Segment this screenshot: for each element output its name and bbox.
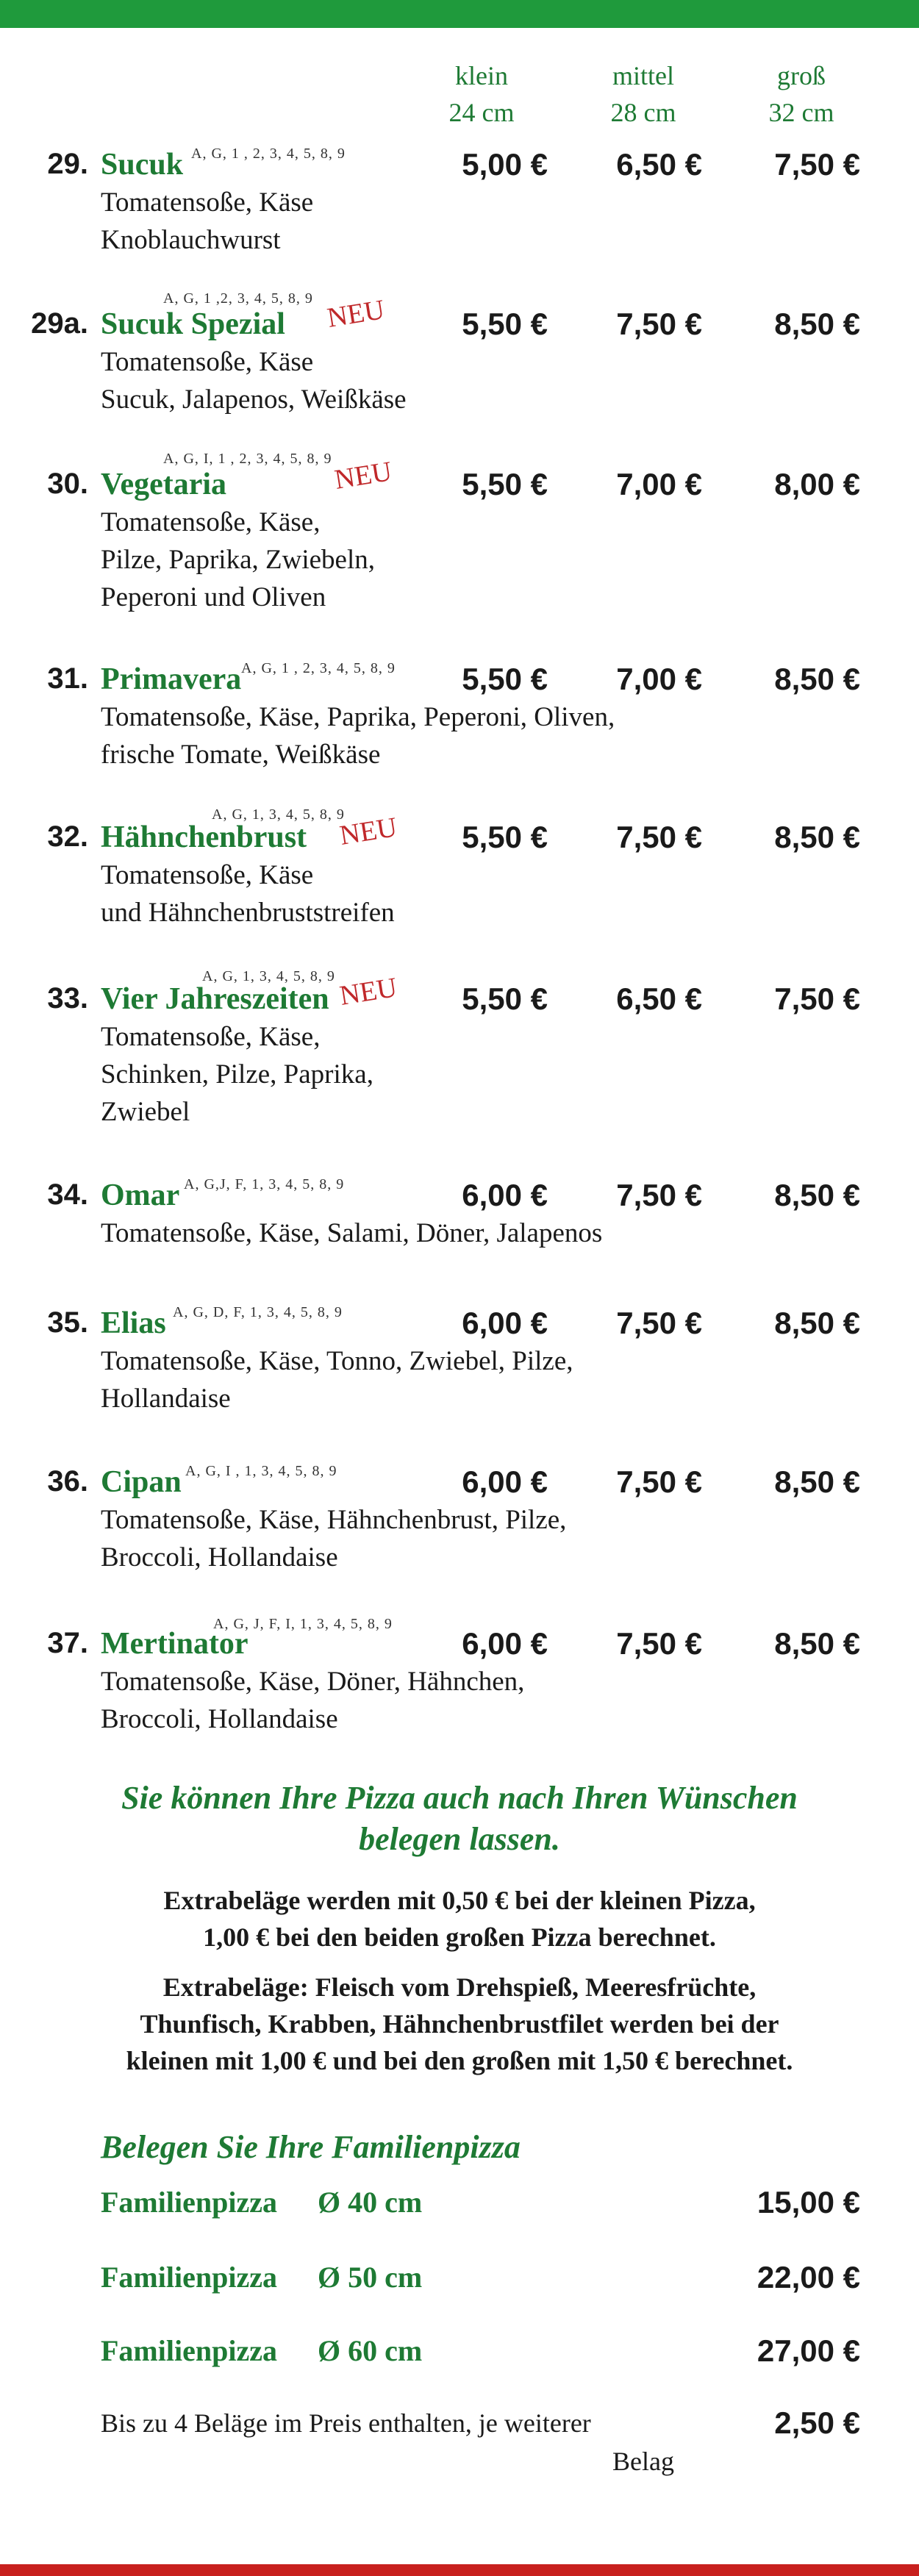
- price-gross: 8,50 €: [774, 1178, 860, 1212]
- description-line: Tomatensoße, Käse: [101, 347, 314, 377]
- description-line: Tomatensoße, Käse, Paprika, Peperoni, Oliven,: [101, 702, 615, 732]
- note-line: Extrabeläge: Fleisch vom Drehspieß, Meeresfrüchte,: [162, 1972, 757, 2002]
- family-pizza-row: [0, 2330, 919, 2372]
- item-name: Hähnchenbrust: [101, 820, 307, 854]
- description-line: Tomatensoße, Käse, Salami, Döner, Jalapenos: [101, 1218, 603, 1248]
- item-allergens: A, G, 1 , 2, 3, 4, 5, 8, 9: [191, 146, 346, 162]
- description-line: Hollandaise: [101, 1384, 231, 1414]
- description-line: Tomatensoße, Käse, Döner, Hähnchen,: [101, 1667, 525, 1697]
- item-name: Omar: [101, 1178, 180, 1212]
- price-mittel: 6,50 €: [616, 147, 702, 182]
- price-gross: 8,00 €: [774, 467, 860, 501]
- item-number: 34.: [47, 1178, 88, 1211]
- item-name: Sucuk Spezial: [101, 307, 285, 341]
- item-allergens: A, G, 1 , 2, 3, 4, 5, 8, 9: [241, 660, 396, 676]
- size-label: klein: [455, 61, 508, 90]
- description-line: Schinken, Pilze, Paprika,: [101, 1059, 373, 1090]
- family-pizza-row: [0, 2257, 919, 2298]
- size-label: mittel: [612, 61, 674, 90]
- bottom-red-bar: [0, 2564, 919, 2576]
- item-allergens: A, G, 1, 3, 4, 5, 8, 9: [202, 968, 335, 984]
- family-pizza-size: Ø 50 cm: [318, 2261, 423, 2294]
- item-description: [101, 1501, 566, 1576]
- item-description: [101, 1342, 573, 1417]
- description-line: Tomatensoße, Käse,: [101, 507, 321, 537]
- note-line: Belag: [612, 2447, 674, 2476]
- family-pizza-price: 22,00 €: [757, 2260, 860, 2294]
- family-pizza-label: Familienpizza: [101, 2334, 277, 2367]
- family-pizza-heading: Belegen Sie Ihre Familienpizza: [101, 2129, 521, 2165]
- price-gross: 8,50 €: [774, 662, 860, 696]
- family-pizza-price: 27,00 €: [757, 2333, 860, 2368]
- price-mittel: 6,50 €: [616, 981, 702, 1016]
- price-gross: 7,50 €: [774, 147, 860, 182]
- item-description: [101, 856, 395, 931]
- price-klein: 5,50 €: [462, 981, 548, 1016]
- price-gross: 8,50 €: [774, 1626, 860, 1661]
- description-line: und Hähnchenbruststreifen: [101, 898, 395, 928]
- item-description: [101, 343, 407, 418]
- item-name: Elias: [101, 1306, 166, 1340]
- new-badge: NEU: [332, 456, 394, 495]
- item-number: 31.: [47, 662, 88, 695]
- family-pizza-row: [0, 2182, 919, 2223]
- price-klein: 6,00 €: [462, 1626, 548, 1661]
- price-klein: 5,00 €: [462, 147, 548, 182]
- item-number: 30.: [47, 468, 88, 500]
- item-allergens: A, G, D, F, 1, 3, 4, 5, 8, 9: [173, 1304, 343, 1320]
- new-badge: NEU: [337, 812, 399, 851]
- family-pizza-label: Familienpizza: [101, 2186, 277, 2219]
- item-number: 33.: [47, 982, 88, 1015]
- item-allergens: A, G, I, 1 , 2, 3, 4, 5, 8, 9: [163, 451, 332, 467]
- item-name: Vegetaria: [101, 468, 227, 501]
- item-allergens: A, G,J, F, 1, 3, 4, 5, 8, 9: [184, 1176, 345, 1192]
- item-description: [101, 1214, 602, 1252]
- note-line: Bis zu 4 Beläge im Preis enthalten, je weiterer: [101, 2408, 591, 2438]
- price-klein: 5,50 €: [462, 820, 548, 854]
- description-line: Zwiebel: [101, 1097, 190, 1127]
- price-gross: 8,50 €: [774, 820, 860, 854]
- item-name: Mertinator: [101, 1627, 248, 1661]
- item-allergens: A, G, 1, 3, 4, 5, 8, 9: [212, 806, 345, 823]
- item-description: [101, 1663, 524, 1738]
- size-diameter: 24 cm: [448, 98, 515, 127]
- extra-topping-price: 2,50 €: [774, 2405, 860, 2440]
- size-diameter: 28 cm: [610, 98, 676, 127]
- size-label: groß: [777, 61, 826, 90]
- note-line: Extrabeläge werden mit 0,50 € bei der kleinen Pizza,: [163, 1886, 756, 1915]
- price-klein: 6,00 €: [462, 1178, 548, 1212]
- item-number: 32.: [47, 820, 88, 853]
- price-gross: 8,50 €: [774, 1306, 860, 1340]
- description-line: Pilze, Paprika, Zwiebeln,: [101, 545, 375, 575]
- price-mittel: 7,00 €: [616, 662, 702, 696]
- item-allergens: A, G, J, F, I, 1, 3, 4, 5, 8, 9: [213, 1616, 393, 1632]
- price-mittel: 7,50 €: [616, 1178, 702, 1212]
- item-number: 29.: [47, 148, 88, 180]
- family-pizza-price: 15,00 €: [757, 2185, 860, 2219]
- item-name: Primavera: [101, 662, 242, 696]
- description-line: Sucuk, Jalapenos, Weißkäse: [101, 384, 407, 415]
- extra-topping-note: [101, 2404, 674, 2480]
- heading-line: Sie können Ihre Pizza auch nach Ihren Wünschen: [121, 1780, 798, 1816]
- premium-toppings-note: [29, 1969, 890, 2079]
- size-mittel: [577, 57, 709, 131]
- top-green-bar: [0, 0, 919, 28]
- note-line: kleinen mit 1,00 € und bei den großen mit 1,50 € berechnet.: [126, 2046, 793, 2075]
- description-line: Tomatensoße, Käse, Hähnchenbrust, Pilze,: [101, 1505, 567, 1535]
- description-line: Tomatensoße, Käse,: [101, 1022, 321, 1052]
- item-description: [101, 184, 313, 259]
- item-number: 37.: [47, 1627, 88, 1659]
- price-klein: 6,00 €: [462, 1306, 548, 1340]
- item-name: Sucuk: [101, 148, 184, 182]
- price-klein: 5,50 €: [462, 467, 548, 501]
- price-mittel: 7,50 €: [616, 820, 702, 854]
- price-mittel: 7,50 €: [616, 1626, 702, 1661]
- family-pizza-size: Ø 40 cm: [318, 2186, 423, 2219]
- item-number: 35.: [47, 1306, 88, 1339]
- price-mittel: 7,50 €: [616, 1464, 702, 1499]
- price-gross: 7,50 €: [774, 981, 860, 1016]
- description-line: Knoblauchwurst: [101, 225, 281, 255]
- price-gross: 8,50 €: [774, 1464, 860, 1499]
- heading-line: belegen lassen.: [359, 1821, 560, 1857]
- price-klein: 6,00 €: [462, 1464, 548, 1499]
- description-line: Broccoli, Hollandaise: [101, 1704, 338, 1734]
- item-number: 29a.: [31, 307, 88, 340]
- description-line: frische Tomate, Weißkäse: [101, 740, 381, 770]
- price-mittel: 7,50 €: [616, 1306, 702, 1340]
- item-description: [101, 1018, 373, 1131]
- extra-toppings-note: [29, 1882, 890, 1956]
- note-line: 1,00 € bei den beiden großen Pizza berechnet.: [203, 1922, 716, 1952]
- description-line: Peperoni und Oliven: [101, 582, 326, 612]
- family-pizza-label: Familienpizza: [101, 2261, 277, 2294]
- item-name: Cipan: [101, 1465, 182, 1499]
- description-line: Tomatensoße, Käse: [101, 860, 314, 890]
- family-pizza-size: Ø 60 cm: [318, 2334, 423, 2367]
- size-gross: [735, 57, 868, 131]
- custom-pizza-heading: [44, 1778, 875, 1860]
- price-klein: 5,50 €: [462, 662, 548, 696]
- item-allergens: A, G, I , 1, 3, 4, 5, 8, 9: [185, 1463, 337, 1479]
- size-klein: [415, 57, 548, 131]
- new-badge: NEU: [337, 972, 399, 1012]
- price-mittel: 7,00 €: [616, 467, 702, 501]
- item-allergens: A, G, 1 ,2, 3, 4, 5, 8, 9: [163, 290, 313, 307]
- item-description: [101, 504, 375, 616]
- item-description: [101, 698, 615, 773]
- description-line: Tomatensoße, Käse, Tonno, Zwiebel, Pilze,: [101, 1346, 573, 1376]
- price-klein: 5,50 €: [462, 307, 548, 341]
- price-gross: 8,50 €: [774, 307, 860, 341]
- size-diameter: 32 cm: [768, 98, 834, 127]
- item-name: Vier Jahreszeiten: [101, 982, 329, 1016]
- note-line: Thunfisch, Krabben, Hähnchenbrustfilet werden bei der: [140, 2009, 779, 2039]
- item-number: 36.: [47, 1465, 88, 1498]
- new-badge: NEU: [325, 294, 387, 334]
- description-line: Broccoli, Hollandaise: [101, 1542, 338, 1573]
- price-mittel: 7,50 €: [616, 307, 702, 341]
- description-line: Tomatensoße, Käse: [101, 187, 314, 218]
